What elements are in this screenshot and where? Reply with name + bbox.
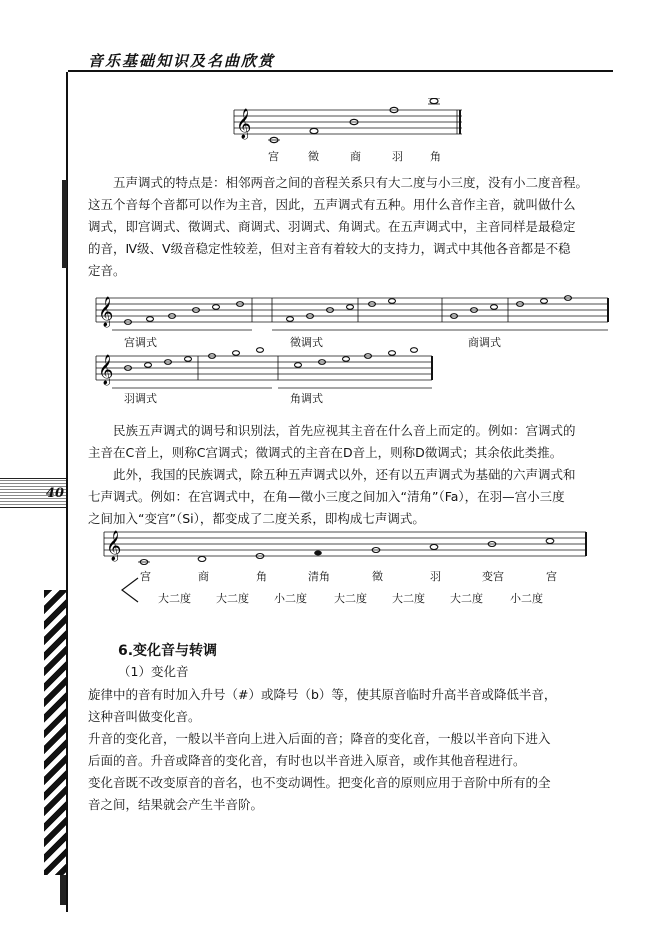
- heptatonic-note-label: 羽: [430, 570, 441, 583]
- header-rule: [68, 70, 613, 72]
- section-heading: 6.变化音与转调: [118, 643, 218, 659]
- interval-label: 小二度: [274, 592, 307, 605]
- text-line: 这种音叫做变化音。: [88, 709, 201, 724]
- heptatonic-note-label: 清角: [308, 570, 330, 583]
- figure1-label: 徵: [308, 150, 319, 163]
- text-line: 此外，我国的民族调式，除五种五声调式以外，还有以五声调式为基础的六声调式和: [113, 467, 576, 482]
- text-line: 的音，Ⅳ级、Ⅴ级音稳定性较差，但对主音有着较大的支持力，调式中其他各音都是不稳: [88, 241, 571, 256]
- interval-label: 大二度: [216, 592, 249, 605]
- text-line: 旋律中的音有时加入升号（#）或降号（b）等，使其原音临时升高半音或降低半音，: [88, 687, 557, 702]
- interval-label: 大二度: [158, 592, 191, 605]
- svg-text:𝄞: 𝄞: [98, 355, 114, 385]
- svg-text:𝄞: 𝄞: [106, 531, 122, 561]
- figure-heptatonic-scale: [100, 526, 590, 576]
- interval-label: 大二度: [450, 592, 483, 605]
- paragraph-pentatonic-features: [88, 172, 606, 282]
- mode-label: 商调式: [468, 336, 501, 349]
- text-line: 变化音既不改变原音的音名，也不变动调性。把变化音的原则应用于音阶中所有的全: [88, 775, 551, 790]
- section-subheading: （1）变化音: [118, 664, 189, 679]
- interval-label: 小二度: [510, 592, 543, 605]
- text-line: 民族五声调式的调号和识别法，首先应视其主音在什么音上而定的。例如：宫调式的: [113, 423, 576, 438]
- heptatonic-note-label: 宫: [546, 570, 557, 583]
- paragraph-chromatic-scale: [88, 772, 606, 816]
- figure-five-modes: [92, 286, 612, 396]
- interval-label: 大二度: [392, 592, 425, 605]
- margin-hatch-decoration: [44, 590, 66, 875]
- text-line: 升音的变化音，一般以半音向上进入后面的音；降音的变化音，一般以半音向下进入: [88, 731, 551, 746]
- margin-bar-bottom: [60, 875, 66, 905]
- figure1-label: 角: [430, 150, 441, 163]
- mode-label: 徵调式: [290, 336, 323, 349]
- text-line: 音之间，结果就会产生半音阶。: [88, 797, 264, 812]
- text-line: 之间加入“变宫”（Si），都变成了二度关系，即构成七声调式。: [88, 511, 425, 526]
- mode-label: 羽调式: [124, 392, 157, 405]
- heptatonic-note-label: 宫: [140, 570, 151, 583]
- text-line: 定音。: [88, 263, 126, 278]
- heptatonic-note-label: 变宫: [482, 570, 504, 583]
- figure1-label: 商: [350, 150, 361, 163]
- mode-label: 角调式: [290, 392, 323, 405]
- paragraph-altered-tones-definition: [88, 684, 606, 728]
- text-line: 调式，即宫调式、徵调式、商调式、羽调式、角调式。在五声调式中，主音同样是最稳定: [88, 219, 576, 234]
- text-line: 五声调式的特点是：相邻两音之间的音程关系只有大二度与小三度，没有小二度音程。: [113, 175, 589, 190]
- text-line: 七声调式。例如：在宫调式中，在角—徵小三度之间加入“清角”（Fa），在羽—宫小三度: [88, 489, 565, 504]
- interval-label: 大二度: [334, 592, 367, 605]
- paragraph-key-identification: [88, 420, 606, 464]
- mode-label: 宫调式: [124, 336, 157, 349]
- text-line: 后面的音。升音或降音的变化音，有时也以半音进入原音，或作其他音程进行。: [88, 753, 526, 768]
- figure1-label: 羽: [392, 150, 403, 163]
- svg-text:𝄞: 𝄞: [236, 109, 252, 139]
- heptatonic-note-label: 商: [198, 570, 209, 583]
- text-line: 主音在C音上，则称C宫调式；徵调式的主音在D音上，则称D徵调式；其余依此类推。: [88, 445, 563, 460]
- text-line: 这五个音每个音都可以作为主音，因此，五声调式有五种。用什么音作主音，就叫做什么: [88, 197, 576, 212]
- page-number: 40: [45, 486, 64, 501]
- paragraph-altered-tones-resolution: [88, 728, 606, 772]
- bracket-mark: [118, 576, 142, 604]
- page-header-title: 音乐基础知识及名曲欣赏: [88, 52, 276, 70]
- heptatonic-note-label: 角: [256, 570, 267, 583]
- paragraph-hexatonic-heptatonic: [88, 464, 606, 530]
- figure1-label: 宫: [268, 150, 279, 163]
- margin-bar-top: [62, 180, 67, 268]
- svg-text:𝄞: 𝄞: [98, 297, 114, 327]
- heptatonic-note-label: 徵: [372, 570, 383, 583]
